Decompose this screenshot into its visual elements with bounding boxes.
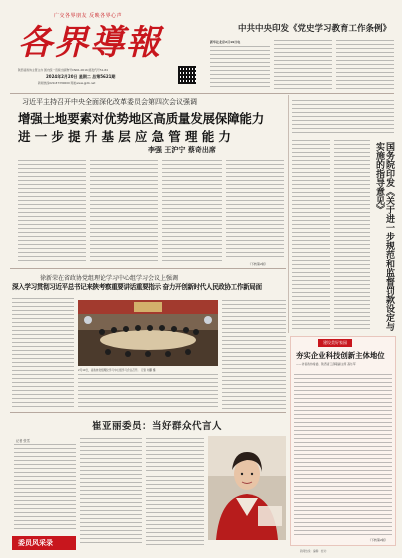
right-box-tag: 建设美好家园 [318, 339, 352, 347]
top-story-headline: 中共中央印发《党史学习教育工作条例》 [238, 24, 392, 34]
top-story-body-col3 [336, 40, 394, 90]
member-body-col3 [146, 438, 204, 472]
side-story-body-col1 [292, 140, 330, 332]
bottom-banner-label: 委员风采录 [18, 539, 53, 547]
lead-body-col1 [18, 160, 86, 264]
side-story-headline: 国务院印发《关于进一步规范和监督罚款设定与实施的指导意见》 [374, 142, 394, 331]
lead-jump: （下转第2版） [248, 262, 268, 266]
masthead-meta-line2: 新闻热线029-87330600 网址www.gjdb.net [38, 81, 96, 85]
member-headline: 崔亚丽委员：当好群众代言人 [92, 421, 223, 432]
lead-headline-2: 进一步提升基层应急管理能力 [18, 129, 236, 144]
lead-body-col3 [162, 160, 222, 264]
top-story-body-col2 [274, 40, 332, 90]
member-body-col2 [80, 438, 142, 546]
cppcc-body-col1 [12, 298, 74, 410]
divider-top [10, 93, 394, 94]
lead-kicker: 习近平主持召开中央全面深化改革委员会第四次会议强调 [22, 98, 197, 106]
cppcc-headline: 深入学习贯彻习近平总书记来陕考察重要讲话重要指示 奋力开创新时代人民政协工作新局面 [12, 283, 262, 291]
divider-mid [10, 268, 286, 269]
member-body-col4 [146, 476, 204, 546]
divider-lower [10, 412, 286, 413]
cppcc-body-col2 [222, 300, 286, 410]
masthead [18, 10, 176, 90]
lead-body-col4 [226, 160, 284, 260]
right-box-headline: 夯实企业科技创新主体地位 [296, 351, 385, 360]
lead-body-col2 [90, 160, 158, 264]
lead-byline: 李强 王沪宁 蔡奇出席 [148, 145, 216, 154]
qr-code-icon [178, 66, 196, 84]
cppcc-body-under-photo [78, 374, 218, 410]
divider-right-col [288, 95, 289, 333]
masthead-date: 2024年2月20日 星期二 总第5621期 [46, 74, 116, 79]
right-box-subhead: ——访省政协常委、陕西省工商联副主席 高乐军 [296, 362, 356, 366]
masthead-meta-line1: 陕西省政协主管主办 国内统一连续出版物号CN61-0016 邮发代号51-84 [18, 68, 108, 72]
masthead-title: 各界導報 [18, 23, 162, 63]
meeting-photo [78, 300, 218, 366]
member-byline: 记者 张雪 [16, 439, 30, 443]
masthead-slogan: 广交各界朋友 反映各界心声 [54, 13, 123, 19]
member-portrait-photo [208, 436, 286, 540]
footer-label: 新闻热线：编辑：校对： [300, 550, 329, 553]
side-story-body-top [292, 100, 394, 136]
top-story-body-col1 [210, 46, 270, 90]
lead-headline-1: 增强土地要素对优势地区高质量发展保障能力 [18, 111, 265, 126]
right-box-jump: （下转第2版） [368, 538, 388, 542]
meeting-photo-caption: 2月19日，省政协党组理论学习中心组学习会议召开。 记者 刘鹏 摄 [78, 369, 156, 372]
side-story-body-col2 [334, 140, 370, 332]
cppcc-kicker: 徐新荣在省政协党组理论学习中心组学习会议上强调 [40, 275, 179, 282]
right-box-body-col1 [294, 374, 392, 536]
top-story-xinhua: 新华社北京2月19日电 [210, 40, 241, 44]
member-body-col1 [14, 444, 76, 532]
